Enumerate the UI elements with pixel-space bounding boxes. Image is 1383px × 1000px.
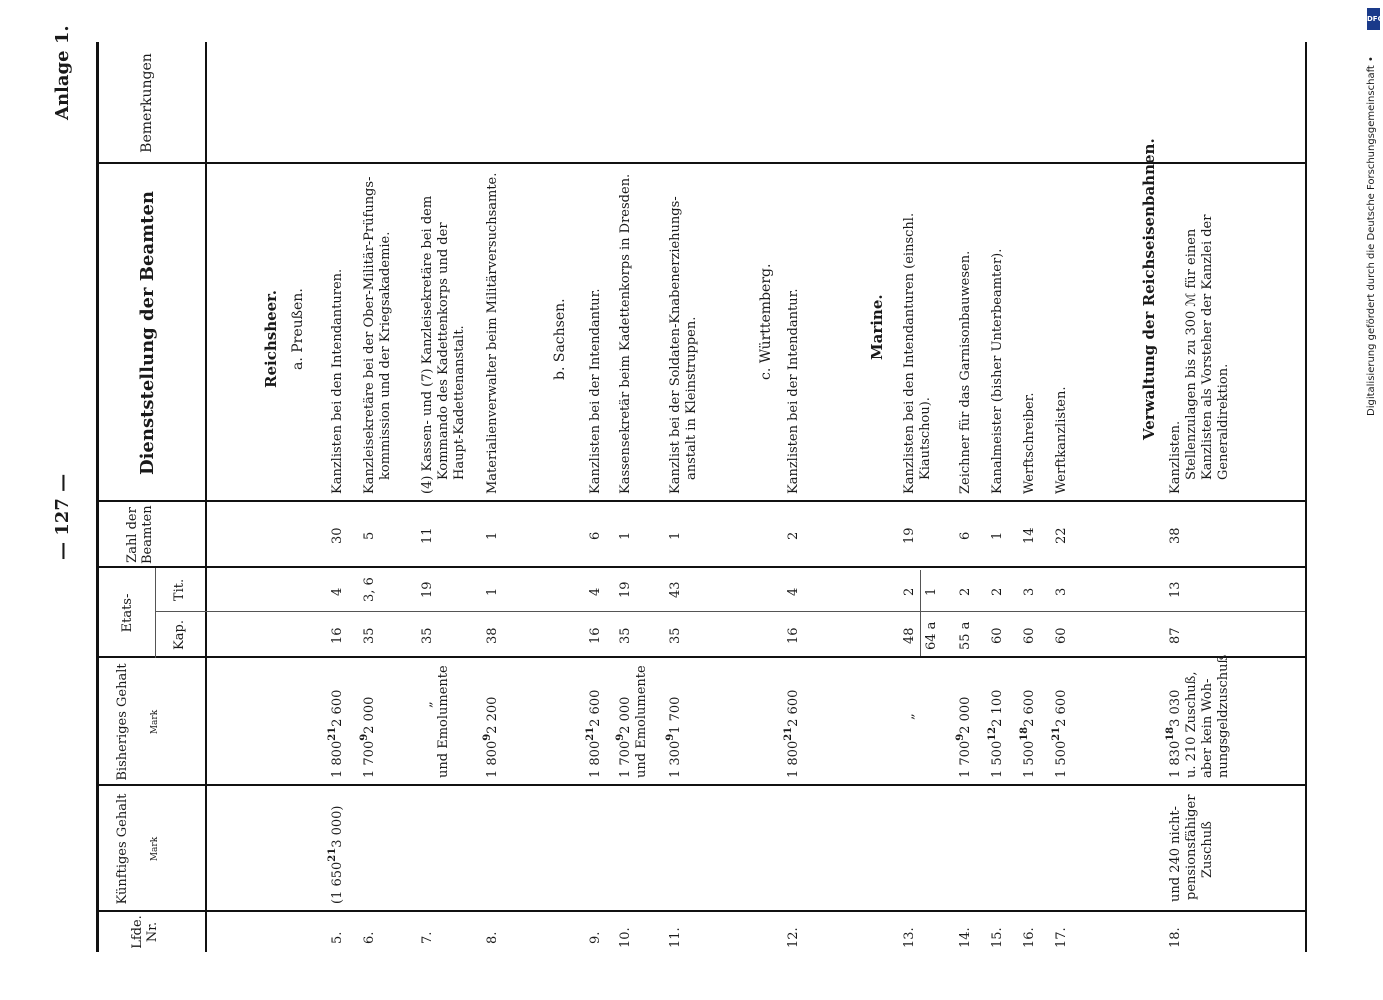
col-sep-kap-tit [155, 611, 1305, 612]
row12-count: 2 [786, 531, 801, 540]
row5-future [327, 805, 346, 904]
row15-nr: 15. [990, 927, 1005, 948]
row16-count: 14 [1022, 527, 1037, 544]
row7-position-2: Kommando des Kadettenkorps und der [436, 222, 451, 480]
row14-kap: 55 a [958, 621, 973, 650]
row11-kap: 35 [668, 627, 683, 644]
row17-tit: 3 [1054, 587, 1069, 596]
row5-prev-start: 1 800 [330, 740, 345, 778]
row16-prev-sup: 18 [1019, 726, 1030, 741]
row5-prev-sup: 21 [327, 726, 338, 741]
row16-kap: 60 [1022, 627, 1037, 644]
header-tit: Tit. [172, 578, 187, 602]
section-marine: Marine. [868, 294, 886, 360]
row18-position-4: Generaldirektion. [1216, 363, 1231, 480]
row14-position: Zeichner für das Garnisonbauwesen. [958, 250, 973, 494]
row8-position: Materialienverwalter beim Militärversuchsamte. [485, 172, 500, 494]
row8-prev-end: 2 200 [485, 696, 500, 734]
row6-tit: 3, 6 [362, 577, 377, 602]
row9-count: 6 [588, 531, 603, 540]
row18-count: 38 [1168, 527, 1183, 544]
row16-tit: 3 [1022, 587, 1037, 596]
row9-tit: 4 [588, 587, 603, 596]
row11-prev-end: 1 700 [668, 696, 683, 734]
row9-position: Kanzlisten bei der Intendantur. [588, 288, 603, 494]
row9-prev-sup: 21 [585, 726, 596, 741]
row6-position: Kanzleisekretäre bei der Ober-Militär-Prüfungs- [362, 176, 377, 494]
col-sep-3 [96, 656, 1305, 658]
row16-nr: 16. [1022, 927, 1037, 948]
row15-prev-end: 2 100 [990, 689, 1005, 727]
section-eisenbahnen: Verwaltung der Reichseisenbahnen. [1140, 138, 1158, 440]
row11-prev-start: 1 300 [668, 740, 683, 778]
row13-count: 19 [902, 527, 917, 544]
header-future-unit: Mark [150, 836, 160, 862]
row18-prev [1165, 689, 1184, 778]
row12-position: Kanzlisten bei der Intendantur. [786, 288, 801, 494]
row15-tit: 2 [990, 587, 1005, 596]
page-number: — 127 — [52, 473, 73, 560]
row14-count: 6 [958, 531, 973, 540]
row13-kap-rule [920, 570, 921, 656]
section-preussen: a. Preußen. [290, 288, 306, 370]
row8-kap: 38 [485, 627, 500, 644]
row13-tit-2: 1 [924, 587, 939, 596]
row9-prev-start: 1 800 [588, 740, 603, 778]
row10-prev-start: 1 700 [618, 740, 633, 778]
row18-future-2: pensionsfähiger [1184, 794, 1199, 900]
row13-kap-2: 64 a [924, 621, 939, 650]
row18-position: Kanzlisten. [1168, 420, 1183, 494]
row14-prev-start: 1 700 [958, 740, 973, 778]
row9-kap: 16 [588, 627, 603, 644]
row13-prev: „ [902, 713, 917, 720]
header-previous-salary-label: Bisheriges Gehalt [115, 663, 130, 781]
row13-kap: 48 [902, 627, 917, 644]
col-sep-2 [96, 784, 1305, 786]
header-etats: Etats- [120, 593, 135, 633]
section-wuerttemberg: c. Württemberg. [758, 263, 774, 380]
row18-prev-4: nungsgeldzuschuß [1216, 654, 1231, 778]
row11-nr: 11. [668, 927, 683, 948]
attribution-text-label: Digitalisierung gefördert durch die Deutsche Forschungsgemeinschaft • [1366, 56, 1377, 416]
col-sep-4 [96, 566, 1305, 568]
row6-count: 5 [362, 531, 377, 540]
row5-prev [327, 689, 346, 778]
header-nr: Lfde. Nr. [130, 915, 160, 949]
row5-nr: 5. [330, 931, 345, 944]
row6-prev [359, 696, 378, 778]
table-bottom-rule [1305, 42, 1307, 952]
header-future-salary-label: Künftiges Gehalt [115, 793, 130, 905]
row13-tit: 2 [902, 587, 917, 596]
row10-nr: 10. [618, 927, 633, 948]
section-sachsen: b. Sachsen. [552, 298, 568, 380]
row12-tit: 4 [786, 587, 801, 596]
row18-prev-2: u. 210 Zuschuß, [1184, 671, 1199, 778]
row11-position-2: anstalt in Kleinstruppen. [684, 316, 699, 480]
header-position: Dienststellung der Beamten [137, 190, 158, 476]
row11-position: Kanzlist bei der Soldaten-Knabenerziehungs- [668, 196, 683, 494]
row15-kap: 60 [990, 627, 1005, 644]
row15-prev-sup: 12 [987, 726, 998, 741]
row8-count: 1 [485, 531, 500, 540]
row11-prev [665, 696, 684, 778]
row7-nr: 7. [420, 931, 435, 944]
row13-position: Kanzlisten bei den Intendanturen (einschl. [902, 212, 917, 494]
row8-prev-sup: 9 [482, 733, 493, 741]
row18-position-2: Stellenzulagen bis zu 300 ℳ für einen [1184, 228, 1199, 480]
col-sep-5 [96, 500, 1305, 502]
row6-position-2: kommission und der Kriegsakademie. [378, 231, 393, 480]
row17-count: 22 [1054, 527, 1069, 544]
row5-count: 30 [330, 527, 345, 544]
row12-kap: 16 [786, 627, 801, 644]
row11-count: 1 [668, 531, 683, 540]
row18-tit: 13 [1168, 581, 1183, 598]
row16-prev [1019, 689, 1038, 778]
row15-prev-start: 1 500 [990, 740, 1005, 778]
header-bottom-rule [205, 42, 207, 952]
row5-kap: 16 [330, 627, 345, 644]
row17-prev-start: 1 500 [1054, 740, 1069, 778]
row10-count: 1 [618, 531, 633, 540]
row6-nr: 6. [362, 931, 377, 944]
header-previous-salary [115, 662, 163, 782]
row11-tit: 43 [668, 581, 683, 598]
row10-prev-2: und Emolumente [634, 665, 649, 778]
row18-prev-sup: 18 [1165, 726, 1176, 741]
row14-tit: 2 [958, 587, 973, 596]
row14-nr: 14. [958, 927, 973, 948]
row7-tit: 19 [420, 581, 435, 598]
header-kap: Kap. [172, 620, 187, 650]
row17-prev-end: 2 600 [1054, 689, 1069, 727]
row18-kap: 87 [1168, 627, 1183, 644]
row13-position-2: Kiautschou). [918, 397, 933, 480]
row18-future-3: Zuschuß [1200, 821, 1215, 878]
row5-future-sup: 21 [327, 847, 338, 862]
row17-position: Werftkanzlisten. [1054, 386, 1069, 494]
row18-position-3: Kanzlisten als Vorsteher der Kanzlei der [1200, 214, 1215, 480]
row16-prev-start: 1 500 [1022, 740, 1037, 778]
row7-count: 11 [420, 527, 435, 544]
row6-prev-start: 1 700 [362, 740, 377, 778]
row12-prev [783, 689, 802, 778]
row9-prev [585, 689, 604, 778]
row18-future: und 240 nicht- [1168, 806, 1183, 902]
row12-nr: 12. [786, 927, 801, 948]
row10-tit: 19 [618, 581, 633, 598]
row12-prev-sup: 21 [783, 726, 794, 741]
row5-prev-end: 2 600 [330, 689, 345, 727]
row5-tit: 4 [330, 587, 345, 596]
row15-count: 1 [990, 531, 1005, 540]
row9-nr: 9. [588, 931, 603, 944]
row18-nr: 18. [1168, 927, 1183, 948]
row17-prev [1051, 689, 1070, 778]
row16-prev-end: 2 600 [1022, 689, 1037, 727]
row10-prev-sup: 9 [615, 733, 626, 741]
dfg-logo: DFG [1367, 8, 1380, 30]
etats-sub-rule [155, 568, 156, 658]
row10-position: Kassensekretär beim Kadettenkorps in Dresden. [618, 173, 633, 494]
row8-nr: 8. [485, 931, 500, 944]
table-top-rule [96, 42, 99, 952]
col-sep-1 [96, 910, 1305, 912]
row8-prev-start: 1 800 [485, 740, 500, 778]
section-reichsheer: Reichsheer. [262, 290, 280, 388]
header-count: Zahl der Beamten [125, 505, 155, 564]
row7-kap: 35 [420, 627, 435, 644]
row8-prev [482, 696, 501, 778]
row5-future-start: (1 650 [330, 861, 345, 904]
row17-prev-sup: 21 [1051, 726, 1062, 741]
row7-prev-2: und Emolumente [436, 665, 451, 778]
row5-position: Kanzlisten bei den Intendanturen. [330, 268, 345, 494]
row6-prev-sup: 9 [359, 733, 370, 741]
col-sep-6 [96, 162, 1305, 164]
row6-kap: 35 [362, 627, 377, 644]
row9-prev-end: 2 600 [588, 689, 603, 727]
row18-prev-3: aber kein Woh- [1200, 678, 1215, 778]
row15-position: Kanalmeister (bisher Unterbeamter). [990, 248, 1005, 494]
row7-position: (4) Kassen- und (7) Kanzleisekretäre bei dem [420, 195, 435, 494]
row14-prev-end: 2 000 [958, 696, 973, 734]
row10-prev [615, 696, 634, 778]
row14-prev [955, 696, 974, 778]
row10-prev-end: 2 000 [618, 696, 633, 734]
row17-kap: 60 [1054, 627, 1069, 644]
row18-prev-start: 1 830 [1168, 740, 1183, 778]
header-remarks: Bemerkungen [139, 53, 155, 153]
annex-label: Anlage 1. [52, 25, 73, 120]
row16-position: Werftschreiber. [1022, 392, 1037, 494]
header-future-salary [115, 790, 163, 908]
row12-prev-end: 2 600 [786, 689, 801, 727]
row12-prev-start: 1 800 [786, 740, 801, 778]
row17-nr: 17. [1054, 927, 1069, 948]
row15-prev [987, 689, 1006, 778]
row7-prev: „ [420, 701, 435, 708]
row6-prev-end: 2 000 [362, 696, 377, 734]
row11-prev-sup: 9 [665, 733, 676, 741]
row10-kap: 35 [618, 627, 633, 644]
row14-prev-sup: 9 [955, 733, 966, 741]
header-previous-unit: Mark [150, 709, 160, 735]
row18-prev-end: 3 030 [1168, 689, 1183, 727]
row7-position-3: Haupt-Kadettenanstalt. [452, 325, 467, 480]
attribution-text [1366, 36, 1380, 416]
row5-future-end: 3 000) [330, 805, 345, 848]
row8-tit: 1 [485, 587, 500, 596]
row13-nr: 13. [902, 927, 917, 948]
